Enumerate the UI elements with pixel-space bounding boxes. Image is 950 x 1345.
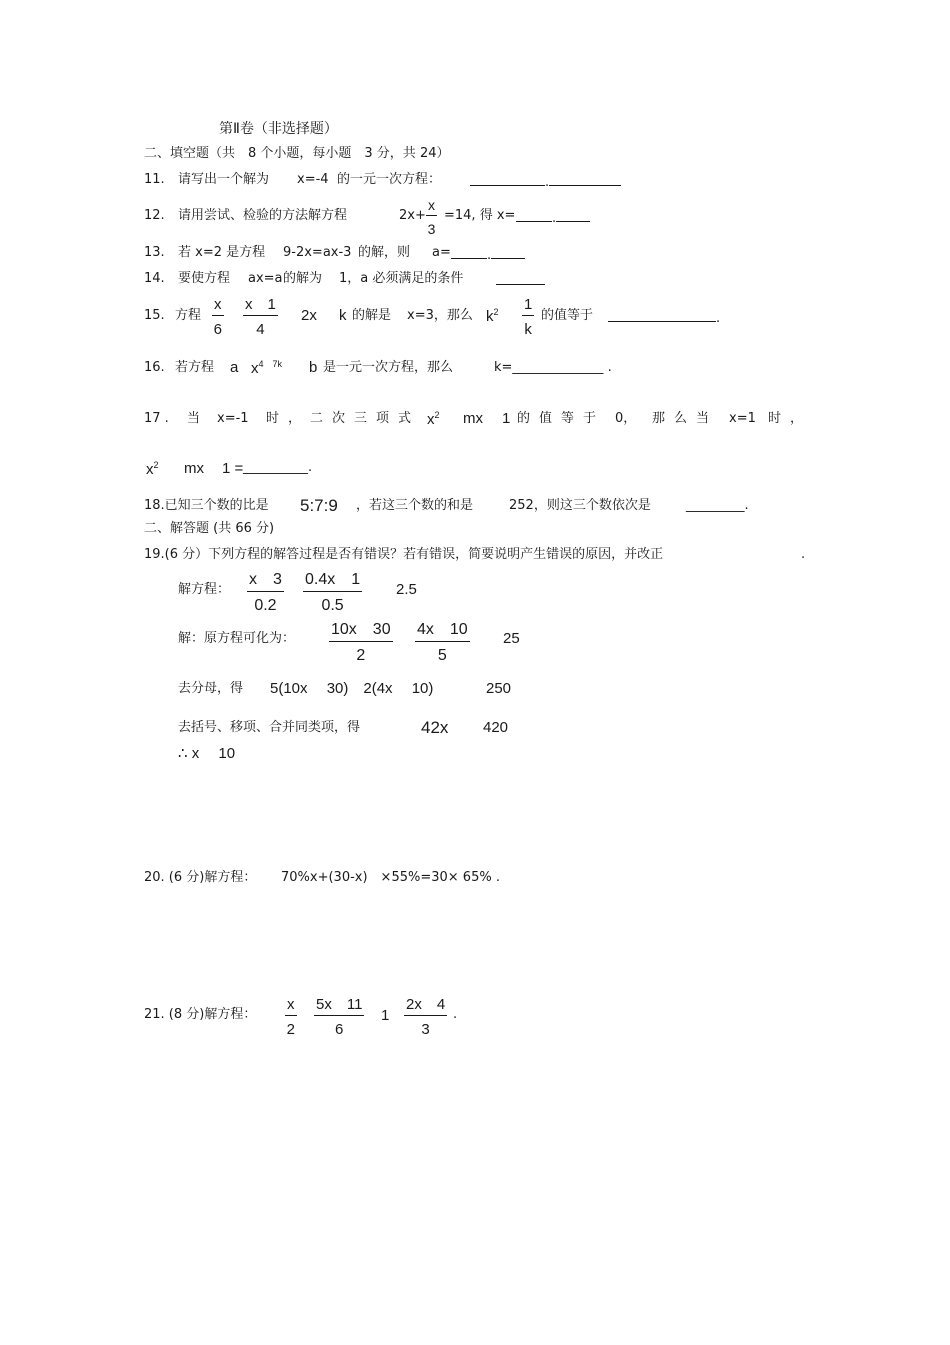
q15-text-2: 的解是	[352, 308, 392, 323]
q19-step4-expression: 42x	[421, 718, 449, 737]
q18-answer-blank[interactable]: _________.	[686, 498, 749, 513]
q15-text-3: 的值等于	[541, 308, 594, 323]
q17-number: 17 .	[144, 411, 169, 426]
q19-text: 19.(6 分）下列方程的解答过程是否有错误？若有错误，简要说明产生错误的原因，并改正	[144, 547, 664, 562]
q16-number: 16.	[144, 360, 165, 375]
q17-condition-1: x=-1	[217, 411, 249, 426]
q21-fraction-2: $\frac{5x 11}{6}$	[316, 996, 363, 1038]
q14-text-1: 要使方程	[178, 271, 231, 286]
q17-zero: 0，	[615, 411, 637, 426]
q15-solution: x=3，那么	[407, 308, 473, 323]
q16-text-1: 若方程	[175, 360, 215, 375]
q17-x-squared: $x^2$	[427, 410, 440, 428]
q14-text-3: 1，a 必须满足的条件	[339, 271, 464, 286]
q18-text-2: ，若这三个数的和是	[356, 498, 474, 513]
q16-answer-blank[interactable]: k=______________ .	[494, 360, 612, 375]
q12-text: 请用尝试、检验的方法解方程	[178, 208, 348, 223]
section-title: 第Ⅱ卷（非选择题）	[219, 121, 338, 137]
q19-step1-rhs: 2.5	[396, 581, 417, 598]
q19-step3-label: 去分母，得	[178, 681, 244, 696]
q15-text-1: 方程	[175, 308, 202, 323]
q19-step2-fraction-2: $\frac{4x 10}{5}$	[417, 621, 468, 664]
q19-step1-fraction-1: $\frac{x 3}{0.2}$	[249, 571, 282, 614]
q17-text-2: 时，二次三项式	[266, 411, 421, 426]
section-fill-blank-heading: 二、填空题（共 8 个小题，每小题 3 分，共 24）	[144, 146, 450, 161]
q17-text-4: 那么当	[652, 411, 719, 426]
q15-term-2x: 2x	[301, 307, 317, 324]
q12-rhs: =14, 得 x=	[444, 208, 516, 223]
q17-line2-x-squared: $x^2$	[146, 460, 159, 478]
q11-condition: x=-4	[297, 172, 329, 187]
q15-term-k: k	[339, 307, 347, 324]
q19-step3-rhs: 250	[486, 680, 512, 697]
q15-k-squared: $k^2$	[486, 307, 499, 325]
q19-dot: .	[801, 547, 806, 562]
q15-fraction-2: $\frac{x 1}{4}$	[245, 296, 276, 338]
q17-line2-one: 1 =	[222, 460, 244, 477]
q17-text-1: 当	[187, 411, 210, 426]
q17-term-mx: mx	[463, 410, 483, 427]
q14-answer-blank[interactable]	[496, 272, 545, 288]
q18-ratio: 5:7:9	[300, 496, 338, 515]
q16-term-x-power: $x^{4 7k}$	[251, 359, 283, 377]
q19-step1-fraction-2: $\frac{0.4x 1}{0.5}$	[305, 571, 361, 614]
q13-number: 13.	[144, 245, 165, 260]
q20-text: 20. (6 分)解方程：	[144, 870, 257, 885]
q14-equation: ax=a	[248, 271, 283, 286]
q19-step2-fraction-1: $\frac{10x 30}{2}$	[331, 621, 391, 664]
q17-line2-mx: mx	[184, 460, 204, 477]
q13-answer-blank[interactable]: .	[451, 246, 525, 262]
q17-condition-2: x=1	[729, 411, 756, 426]
q19-step4-label: 去括号、移项、合并同类项，得	[178, 720, 361, 735]
q14-text-2: 的解为	[283, 271, 323, 286]
q19-step5-result: ∴ x 10	[178, 745, 236, 762]
q16-term-a: a	[230, 359, 239, 376]
q15-fraction-3: $\frac{1}{k}$	[524, 296, 533, 338]
q12-answer-blank[interactable]: .	[516, 209, 590, 225]
q12-lhs: 2x+	[399, 208, 426, 223]
q12-fraction: $\frac{x}{3}$	[427, 197, 436, 237]
q19-step2-rhs: 25	[503, 630, 520, 647]
q18-text: 18.已知三个数的比是	[144, 498, 269, 513]
q14-number: 14.	[144, 271, 165, 286]
q13-equation: 9-2x=ax-3	[283, 245, 352, 260]
q15-number: 15.	[144, 308, 165, 323]
q13-text-1: 若 x=2 是方程	[178, 245, 266, 260]
q11-number: 11.	[144, 172, 165, 187]
q17-answer-blank[interactable]: __________.	[243, 460, 313, 475]
q16-text-2: 是一元一次方程，那么	[323, 360, 454, 375]
q21-fraction-1: $\frac{x}{2}$	[286, 996, 295, 1038]
q19-step2-label: 解：原方程可化为：	[178, 631, 296, 646]
q15-fraction-1: $\frac{x}{6}$	[213, 296, 222, 338]
q17-term-1: 1	[502, 410, 511, 427]
q21-dot: .	[453, 1007, 458, 1022]
q13-text-2: 的解，则	[358, 245, 411, 260]
q19-step4-rhs: 420	[483, 719, 509, 736]
q16-term-b: b	[309, 359, 318, 376]
q11-tail: 的一元一次方程：	[337, 172, 442, 187]
q20-equation: 70%x+(30-x) ×55%=30× 65% .	[281, 870, 500, 885]
section-answer-heading: 二、解答题 (共 66 分)	[144, 521, 275, 536]
q11-text: 请写出一个解为	[178, 172, 270, 187]
q15-answer-blank[interactable]: .	[608, 309, 720, 325]
q17-text-5: 时，	[768, 411, 813, 426]
q21-term-1: 1	[381, 1007, 390, 1024]
q19-step3-expression: 5(10x 30) 2(4x 10)	[270, 680, 434, 697]
q13-a-label: a=	[432, 245, 451, 260]
q12-number: 12.	[144, 208, 165, 223]
q21-fraction-3: $\frac{2x 4}{3}$	[406, 996, 446, 1038]
q21-text: 21. (8 分)解方程：	[144, 1007, 257, 1022]
q19-step1-label: 解方程：	[178, 582, 231, 597]
q11-answer-blank[interactable]: .	[470, 173, 621, 189]
q17-text-3: 的值等于	[517, 411, 606, 426]
q18-text-3: 252，则这三个数依次是	[509, 498, 651, 513]
